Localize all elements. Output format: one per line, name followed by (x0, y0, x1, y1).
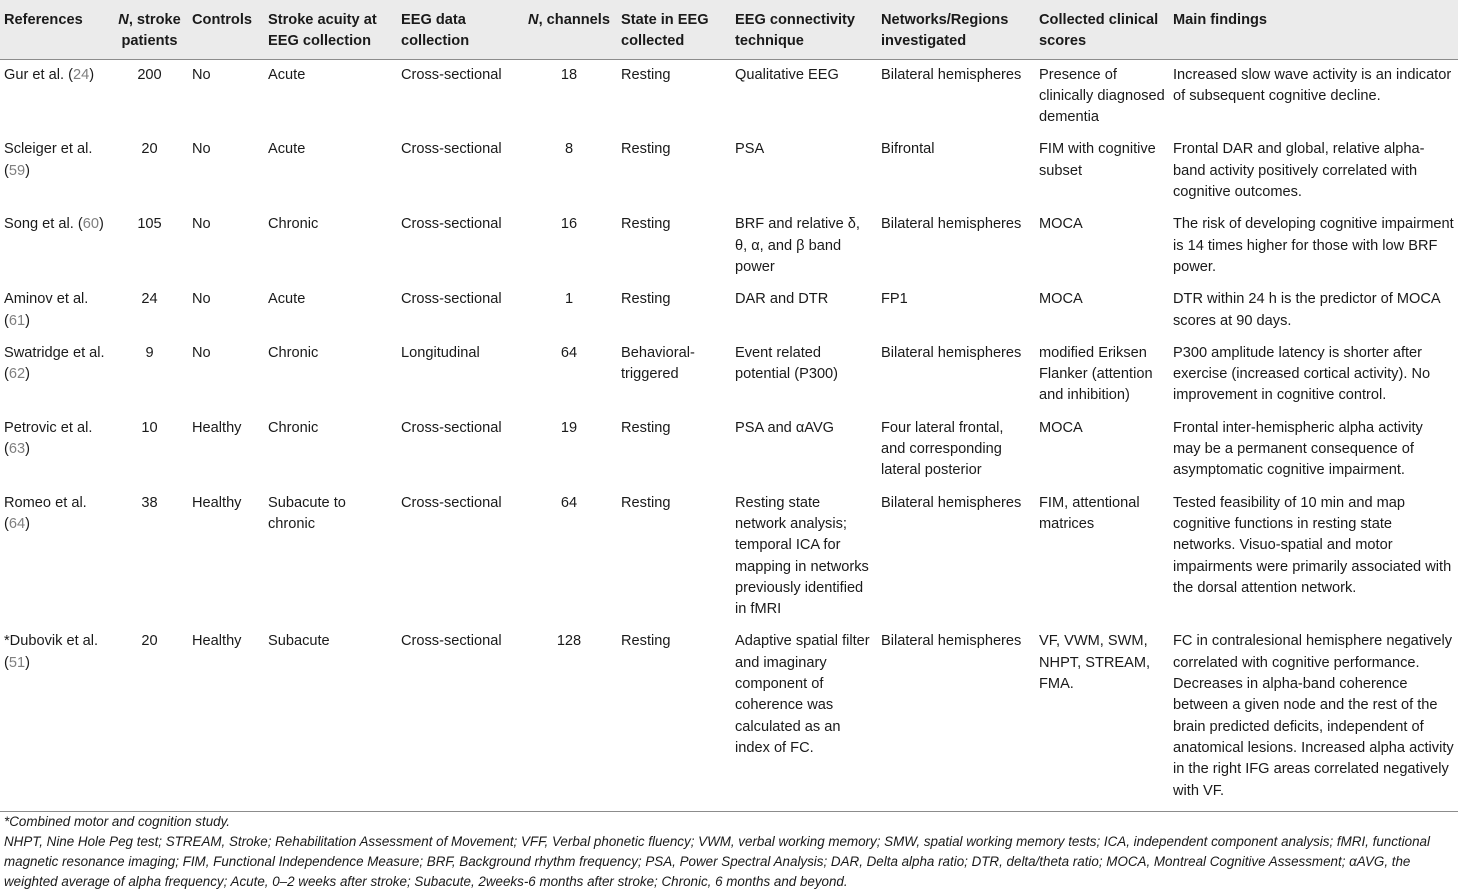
cell-scores: MOCA (1039, 419, 1083, 436)
cell-findings: FC in contralesional hemisphere negatively correlated with cognitive performance. Decreases in alpha-band coherence between a given node and the rest of the brain predicted deficits, independent of anatomical lesions. Increased alpha activity in the right IFG areas correlated negatively with VF. (1169, 626, 1458, 811)
cell-technique: Adaptive spatial filter and imaginary component of coherence was calculated as an index of FC. (731, 626, 877, 811)
cell-stroke-patients: 105 (137, 216, 162, 233)
header-state: State in EEG collected (617, 0, 731, 59)
table-row (0, 59, 1458, 134)
cell-reference: Scleiger et al. (59) (4, 141, 93, 179)
cell-channels: 64 (560, 344, 578, 361)
citation-link[interactable]: 61 (8, 312, 26, 329)
header-collection: EEG data collection (397, 0, 521, 59)
header-networks: Networks/Regions investigated (877, 0, 1035, 59)
cell-channels: 64 (560, 494, 578, 511)
cell-scores: MOCA (1039, 216, 1083, 233)
header-scores: Collected clinical scores (1035, 0, 1169, 59)
cell-collection: Cross-sectional (401, 419, 502, 436)
cell-networks: Bilateral hemispheres (881, 66, 1022, 83)
cell-reference: Swatridge et al. (62) (4, 344, 105, 383)
footnote-abbreviations: NHPT, Nine Hole Peg test; STREAM, Stroke; Rehabilitation Assessment of Movement; VFF, Verbal phonetic fluency; VWM, verbal working memory; SMW, spatial working memory tests; ICA, independent component analysis; fMRI, functional magnetic resonance imaging; FIM, Functional Independence Measure; BRF, Background rhythm frequency; PSA, Power Spectral Analysis; DAR, Delta alpha ratio; DTR, delta/theta ratio; MOCA, Montreal Cognitive Assessment; αAVG, the weighted average of alpha frequency; Acute, 0–2 weeks after stroke; Subacute, 2weeks-6 months after stroke; Chronic, 6 months and beyond. (4, 833, 1430, 889)
cell-acuity: Subacute (264, 626, 397, 811)
cell-collection: Cross-sectional (401, 494, 502, 511)
cell-networks: Bilateral hemispheres (881, 494, 1022, 511)
table-row (0, 338, 1458, 413)
citation-link[interactable]: 62 (8, 366, 26, 383)
cell-channels: 1 (564, 291, 574, 308)
reference-author: Romeo et al. (4, 494, 87, 511)
cell-state: Resting (621, 419, 671, 436)
cell-stroke-patients: 9 (145, 344, 154, 361)
cell-acuity: Acute (268, 66, 306, 83)
cell-findings: DTR within 24 h is the predictor of MOCA scores at 90 days. (1173, 291, 1440, 329)
cell-technique: DAR and DTR (735, 291, 829, 308)
cell-scores: modified Eriksen Flanker (attention and inhibition) (1039, 344, 1153, 404)
header-stroke-patients (111, 0, 188, 59)
cell-controls: Healthy (188, 626, 264, 811)
cell-technique: Resting state network analysis; temporal ICA for mapping in networks previously identified in fMRI (735, 494, 869, 618)
footnotes (4, 812, 1456, 892)
table-row (0, 284, 1458, 338)
table-row (0, 626, 1458, 811)
cell-networks: Bilateral hemispheres (881, 344, 1022, 361)
cell-reference: Gur et al. (24) (4, 66, 95, 83)
cell-scores: FIM with cognitive subset (1039, 141, 1156, 179)
cell-state: Resting (621, 66, 671, 83)
cell-scores: FIM, attentional matrices (1039, 494, 1140, 532)
header-channels-n: N (528, 12, 539, 28)
header-references: References (0, 0, 111, 59)
citation-link[interactable]: 63 (8, 441, 26, 458)
reference-author: Swatridge et al. (4, 344, 105, 361)
cell-stroke-patients: 200 (137, 66, 162, 83)
cell-stroke-patients: 38 (141, 494, 158, 511)
header-channels-rest: , channels (538, 12, 610, 28)
header-stroke-rest: , stroke patients (121, 12, 181, 50)
cell-technique: PSA and αAVG (735, 419, 835, 436)
cell-stroke-patients: 24 (141, 291, 158, 308)
table-row (0, 488, 1458, 627)
cell-acuity: Chronic (268, 344, 319, 361)
cell-networks: Bilateral hemispheres (881, 216, 1022, 233)
cell-acuity: Chronic (268, 419, 319, 436)
cell-technique: Event related potential (P300) (735, 344, 839, 383)
cell-channels: 128 (521, 626, 617, 811)
cell-reference: Song et al. (60) (4, 216, 104, 233)
header-stroke-n: N (118, 12, 129, 28)
cell-controls: No (192, 291, 211, 308)
cell-state: Behavioral-triggered (621, 344, 695, 383)
cell-collection: Cross-sectional (401, 291, 502, 308)
table-row (0, 413, 1458, 488)
cell-reference: Aminov et al. (61) (4, 291, 89, 329)
cell-scores: VF, VWM, SWM, NHPT, STREAM, FMA. (1035, 626, 1169, 811)
citation-link[interactable]: 24 (72, 66, 90, 83)
cell-state: Resting (617, 626, 731, 811)
cell-state: Resting (621, 141, 671, 158)
reference-author: Aminov et al. (4, 291, 89, 308)
cell-networks: Bifrontal (881, 141, 935, 158)
header-technique: EEG connectivity technique (731, 0, 877, 59)
cell-controls: No (192, 216, 211, 233)
cell-channels: 19 (560, 419, 578, 436)
header-row (0, 0, 1458, 59)
cell-findings: The risk of developing cognitive impairment is 14 times higher for those with low BRF power. (1173, 216, 1454, 275)
reference-author: Gur et al. (4, 66, 65, 83)
cell-acuity: Subacute to chronic (268, 494, 346, 532)
cell-findings: Increased slow wave activity is an indicator of subsequent cognitive decline. (1173, 66, 1452, 104)
header-acuity: Stroke acuity at EEG collection (264, 0, 397, 59)
cell-collection: Cross-sectional (397, 626, 521, 811)
cell-channels: 18 (560, 66, 578, 83)
cell-state: Resting (621, 494, 671, 511)
reference-author: Song et al. (4, 216, 74, 233)
reference-author: Petrovic et al. (4, 419, 93, 436)
cell-collection: Cross-sectional (401, 141, 502, 158)
cell-controls: No (192, 66, 211, 83)
citation-link[interactable]: 59 (8, 162, 26, 179)
cell-networks: Four lateral frontal, and corresponding lateral posterior (881, 419, 1004, 479)
cell-stroke-patients: 10 (141, 419, 158, 436)
cell-technique: Qualitative EEG (735, 66, 839, 83)
table-row (0, 134, 1458, 209)
cell-state: Resting (621, 216, 671, 233)
header-controls: Controls (188, 0, 264, 59)
cell-controls: Healthy (192, 494, 242, 511)
cell-technique: PSA (735, 141, 765, 158)
cell-collection: Cross-sectional (401, 216, 502, 233)
cell-stroke-patients: 20 (141, 141, 158, 158)
cell-acuity: Chronic (268, 216, 319, 233)
cell-reference: Romeo et al. (64) (4, 494, 87, 532)
cell-collection: Longitudinal (401, 344, 480, 361)
cell-reference: *Dubovik et al. (51) (0, 626, 111, 811)
cell-state: Resting (621, 291, 671, 308)
cell-reference: Petrovic et al. (63) (4, 419, 93, 458)
cell-acuity: Acute (268, 291, 306, 308)
reference-author: Scleiger et al. (4, 141, 93, 158)
cell-channels: 16 (560, 216, 578, 233)
header-channels (521, 0, 617, 59)
cell-controls: No (192, 141, 211, 158)
citation-link[interactable]: 60 (82, 216, 99, 233)
cell-scores: MOCA (1039, 291, 1083, 308)
cell-networks: Bilateral hemispheres (877, 626, 1035, 811)
cell-findings: P300 amplitude latency is shorter after exercise (increased cortical activity). No improvement in cognitive control. (1173, 344, 1431, 404)
reference-author: *Dubovik et al. (4, 633, 99, 650)
cell-scores: Presence of clinically diagnosed dementia (1039, 66, 1165, 126)
cell-findings: Frontal inter-hemispheric alpha activity may be a permanent consequence of asymptomatic cognitive impairment. (1173, 419, 1423, 479)
cell-stroke-patients: 20 (111, 626, 188, 811)
cell-collection: Cross-sectional (401, 66, 502, 83)
footnote-combined-study: *Combined motor and cognition study. (4, 814, 231, 829)
cell-networks: FP1 (881, 291, 908, 308)
cell-technique: BRF and relative δ, θ, α, and β band power (735, 216, 860, 275)
citation-link[interactable]: 51 (8, 654, 26, 671)
table-body (0, 59, 1458, 811)
cell-controls: Healthy (192, 419, 242, 436)
cell-findings: Tested feasibility of 10 min and map cognitive functions in resting state networks. Visuo-spatial and motor impairments were primarily associated with the dorsal attention network. (1173, 494, 1452, 596)
cell-channels: 8 (564, 141, 574, 158)
table-row (0, 209, 1458, 284)
cell-findings: Frontal DAR and global, relative alpha-band activity positively correlated with cognitive outcomes. (1173, 141, 1425, 201)
citation-link[interactable]: 64 (8, 515, 26, 532)
cell-acuity: Acute (268, 141, 306, 158)
cell-controls: No (192, 344, 211, 361)
header-findings: Main findings (1169, 0, 1458, 59)
